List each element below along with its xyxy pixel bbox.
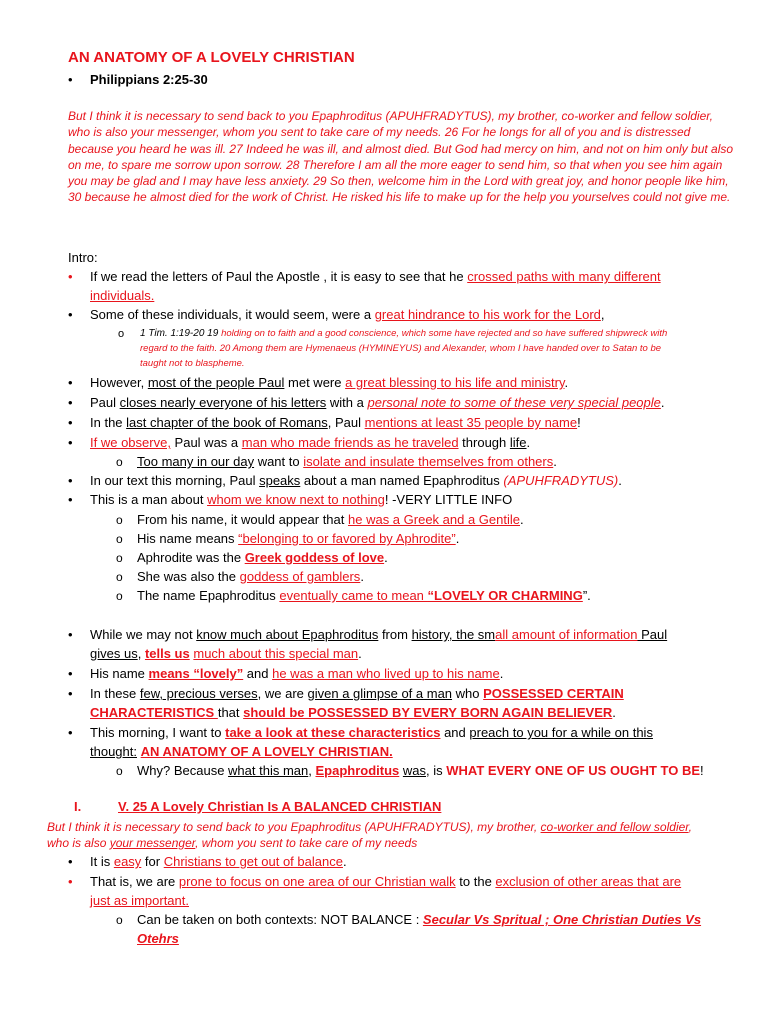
tim-reference — [140, 326, 667, 341]
point-highlight: great hindrance to his work for the Lord — [374, 307, 601, 322]
point-prone — [90, 873, 681, 891]
point-text: want to — [254, 454, 304, 469]
point-highlight: Christians to get out of balance — [163, 854, 343, 869]
bullet-icon: • — [68, 435, 73, 450]
point-highlight: mentions at least 35 people by name — [364, 415, 578, 430]
section-heading — [74, 799, 441, 814]
bullet-icon: • — [68, 307, 73, 322]
point-highlight: should be POSSESSED BY EVERY BORN AGAIN BELIEVER — [243, 705, 613, 720]
point-highlight: Epaphroditus — [315, 763, 400, 778]
point-highlight: he was a Greek and a Gentile — [348, 512, 520, 527]
point-underlined: Too many in our day — [137, 454, 255, 469]
point-highlight: much about this special man — [193, 646, 359, 661]
point-underlined: know much about Epaphroditus — [196, 627, 379, 642]
bullet-icon: • — [68, 375, 73, 390]
point-prone-cont: just as important. — [90, 893, 189, 908]
point-highlight: Greek goddess of love — [244, 550, 385, 565]
page-title: AN ANATOMY OF A LOVELY CHRISTIAN — [68, 49, 355, 66]
point-text: ”. — [582, 588, 591, 603]
point-highlight: tells us — [144, 646, 190, 661]
point-text: about a man named Epaphroditus — [300, 473, 504, 488]
point-characteristics-cont — [90, 704, 616, 722]
bullet-icon: • — [68, 72, 73, 87]
point-highlight: CHARACTERISTICS — [90, 705, 218, 720]
section-scripture-cont — [47, 834, 417, 852]
point-text: This is a man about — [90, 492, 208, 507]
point-highlight: crossed paths with many different — [467, 269, 661, 284]
point-text: , is — [426, 763, 447, 778]
point-text: from — [378, 627, 412, 642]
point-highlight: a great blessing to his life and ministry — [345, 375, 565, 390]
point-underlined: what this man — [228, 763, 309, 778]
point-this-morning-cont — [90, 743, 393, 761]
point-text: . — [553, 454, 557, 469]
point-text: , — [137, 646, 145, 661]
bullet-icon: • — [68, 473, 73, 488]
point-text: Aphrodite was the — [137, 550, 245, 565]
bullet-icon: • — [68, 415, 73, 430]
point-underlined: given a glimpse of a man — [307, 686, 453, 701]
scripture-highlight: your messenger — [109, 836, 196, 850]
point-text: met were — [284, 375, 346, 390]
point-text: to the — [455, 874, 496, 889]
bullet-icon: • — [68, 395, 73, 410]
sub-bullet-icon: o — [116, 570, 123, 584]
tim-text-cont: taught not to blaspheme. — [140, 358, 245, 369]
point-text: . — [455, 531, 460, 546]
point-highlight: easy — [113, 854, 142, 869]
point-text: From his name, it would appear that — [137, 512, 348, 527]
point-text: . — [342, 854, 347, 869]
point-highlight: “LOVELY OR CHARMING — [427, 588, 583, 603]
point-text: with a — [326, 395, 368, 410]
point-text: . — [618, 473, 622, 488]
scripture-reference: Philippians 2:25-30 — [90, 72, 208, 87]
point-hindrance — [90, 306, 605, 324]
point-text: . — [660, 395, 665, 410]
point-highlight: goddess of gamblers — [239, 569, 361, 584]
point-text: ! — [577, 415, 581, 430]
point-highlight: whom we know next to nothing — [207, 492, 385, 507]
point-highlight: If we observe, — [90, 435, 171, 450]
point-underlined: speaks — [259, 473, 301, 488]
point-underlined: preach to you for a while on this — [469, 725, 653, 740]
point-text: While we may not — [90, 627, 197, 642]
bullet-icon: • — [68, 874, 73, 889]
point-underlined: last chapter of the book of Romans — [126, 415, 328, 430]
point-underlined: closes nearly everyone of his letters — [119, 395, 327, 410]
point-text: for — [141, 854, 164, 869]
point-text: . — [520, 512, 524, 527]
point-text: In these — [90, 686, 140, 701]
point-paul-letters — [90, 268, 661, 286]
sub-bullet-icon: o — [118, 328, 125, 340]
point-text: ! — [700, 763, 704, 778]
point-text: and — [440, 725, 470, 740]
point-name-means — [137, 530, 459, 548]
point-text: ! -VERY LITTLE INFO — [384, 492, 513, 507]
point-highlight: POSSESSED CERTAIN — [483, 686, 624, 701]
point-history-cont — [90, 645, 362, 663]
point-text: . — [360, 569, 364, 584]
point-text: Why? Because — [137, 763, 229, 778]
point-means-lovely — [90, 665, 503, 683]
point-underlined: thought: — [90, 744, 137, 759]
point-text: In our text this morning, Paul — [90, 473, 260, 488]
point-contexts — [137, 911, 701, 929]
section-number: I. — [74, 799, 82, 814]
point-isolate — [137, 453, 557, 471]
point-aphrodite — [137, 549, 388, 567]
point-balance — [90, 853, 347, 871]
bullet-icon: • — [68, 854, 73, 869]
point-highlight: personal note to some of these very special people — [367, 395, 661, 410]
scripture-highlight: co-worker and fellow soldier — [540, 820, 689, 834]
point-highlight: man who made friends as he traveled — [241, 435, 459, 450]
point-highlight: (APUHFRADYTUS) — [503, 473, 619, 488]
point-text: Paul was a — [170, 435, 242, 450]
point-closes-letters — [90, 394, 665, 412]
point-text: . — [612, 705, 616, 720]
point-highlight: means “lovely” — [148, 666, 244, 681]
point-text: The name Epaphroditus — [137, 588, 280, 603]
point-text: that — [217, 705, 244, 720]
point-text: In the — [90, 415, 127, 430]
scripture-text: , whom you sent to take care of my needs — [195, 836, 418, 850]
tim-citation: 1 Tim. 1:19-20 19 — [140, 328, 222, 339]
point-text-morning — [90, 472, 622, 490]
sub-bullet-icon: o — [116, 532, 123, 546]
point-highlight: “belonging to or favored by Aphrodite” — [238, 531, 456, 546]
scripture-text: who is also — [47, 836, 110, 850]
point-why — [137, 762, 704, 780]
point-text: . — [526, 435, 531, 450]
point-next-to-nothing — [90, 491, 512, 509]
point-this-morning — [90, 724, 653, 742]
point-text: . — [499, 666, 504, 681]
scripture-passage: But I think it is necessary to send back to you Epaphroditus (APUHFRADYTUS), my brother, co-worker and fellow soldier, who is also your messenger, whom you sent to take care of my needs. 26 For he longs for all of you and is distressed because you heard he was ill. 27 Indeed he was ill, and almost died. But God had mercy on him, and not on him only but also on me, to spare me sorrow upon sorrow. 28 Therefore I am all the more eager to send him, so that when you see him again you may be glad and I may have less anxiety. 29 So then, welcome him in the Lord with great joy, and honor people like him, 30 because he almost died for the work of Christ. He risked his life to make up for the help you yourselves could not give me. — [68, 109, 734, 205]
section-title: V. 25 A Lovely Christian Is A BALANCED CHRISTIAN — [118, 799, 442, 814]
point-text: That is, we are — [90, 874, 179, 889]
point-text: His name means — [137, 531, 239, 546]
point-friends — [90, 434, 530, 452]
bullet-icon: • — [68, 686, 73, 701]
bullet-icon: • — [68, 269, 73, 284]
point-underlined: Paul — [637, 627, 668, 642]
point-underlined: gives us — [90, 646, 138, 661]
point-lovely-charming — [137, 587, 591, 605]
scripture-text: But I think it is necessary to send back to you Epaphroditus (APUHFRADYTUS), my brother, — [47, 820, 541, 834]
point-greek-gentile — [137, 511, 524, 529]
point-text: Can be taken on both contexts: NOT BALANCE : — [137, 912, 423, 927]
bullet-icon: • — [68, 725, 73, 740]
point-underlined: was — [402, 763, 427, 778]
point-underlined: most of the people Paul — [147, 375, 285, 390]
point-underlined: , the sm — [448, 627, 496, 642]
sub-bullet-icon: o — [116, 764, 123, 778]
sub-bullet-icon: o — [116, 455, 123, 469]
sub-bullet-icon: o — [116, 551, 123, 565]
intro-label: Intro: — [68, 250, 98, 265]
point-text: She was also the — [137, 569, 240, 584]
point-text: through — [458, 435, 510, 450]
point-paul-letters-cont: individuals. — [90, 288, 155, 303]
point-text: and — [243, 666, 273, 681]
bullet-icon: • — [68, 666, 73, 681]
point-text: This morning, I want to — [90, 725, 226, 740]
point-underlined: history — [411, 627, 449, 642]
point-text: , we are — [257, 686, 308, 701]
point-highlight: all amount of information — [495, 627, 638, 642]
point-text: , — [308, 763, 316, 778]
tim-text-cont: regard to the faith. 20 Among them are Hymenaeus (HYMINEYUS) and Alexander, whom I have handed over to Satan to be — [140, 343, 662, 354]
point-highlight: take a look at these characteristics — [225, 725, 441, 740]
point-text: Paul — [90, 395, 120, 410]
point-history — [90, 626, 667, 644]
bullet-icon: • — [68, 492, 73, 507]
point-highlight: AN ANATOMY OF A LOVELY CHRISTIAN. — [140, 744, 393, 759]
point-highlight: eventually came to mean — [279, 588, 428, 603]
point-underlined: life — [509, 435, 527, 450]
scripture-text: , — [688, 820, 692, 834]
bullet-icon: • — [68, 627, 73, 642]
sub-bullet-icon: o — [116, 913, 123, 927]
point-text: . — [358, 646, 362, 661]
point-blessing — [90, 374, 568, 392]
point-gamblers — [137, 568, 364, 586]
point-text: However, — [90, 375, 148, 390]
point-contexts-cont: Otehrs — [137, 931, 179, 946]
point-highlight: exclusion of other areas that are — [495, 874, 682, 889]
point-underlined: few, precious verses — [139, 686, 258, 701]
point-text: , Paul — [327, 415, 365, 430]
point-text: It is — [90, 854, 114, 869]
sub-bullet-icon: o — [116, 589, 123, 603]
point-highlight: WHAT EVERY ONE OF US OUGHT TO BE — [446, 763, 701, 778]
point-text: , — [600, 307, 605, 322]
point-text: His name — [90, 666, 149, 681]
point-text: Some of these individuals, it would seem, were a — [90, 307, 375, 322]
point-text: . — [564, 375, 569, 390]
tim-text: holding on to faith and a good conscience, which some have rejected and so have suffered shipwreck with — [221, 328, 668, 339]
sub-bullet-icon: o — [116, 513, 123, 527]
point-romans — [90, 414, 581, 432]
point-highlight: prone to focus on one area of our Christian walk — [178, 874, 456, 889]
point-text: who — [452, 686, 484, 701]
point-characteristics — [90, 685, 624, 703]
point-highlight: isolate and insulate themselves from others — [303, 454, 554, 469]
point-text: If we read the letters of Paul the Apostle , it is easy to see that he — [90, 269, 468, 284]
point-highlight: he was a man who lived up to his name — [272, 666, 500, 681]
point-highlight: Secular Vs Spritual ; One Christian Duties Vs — [422, 912, 702, 927]
point-text: . — [384, 550, 388, 565]
